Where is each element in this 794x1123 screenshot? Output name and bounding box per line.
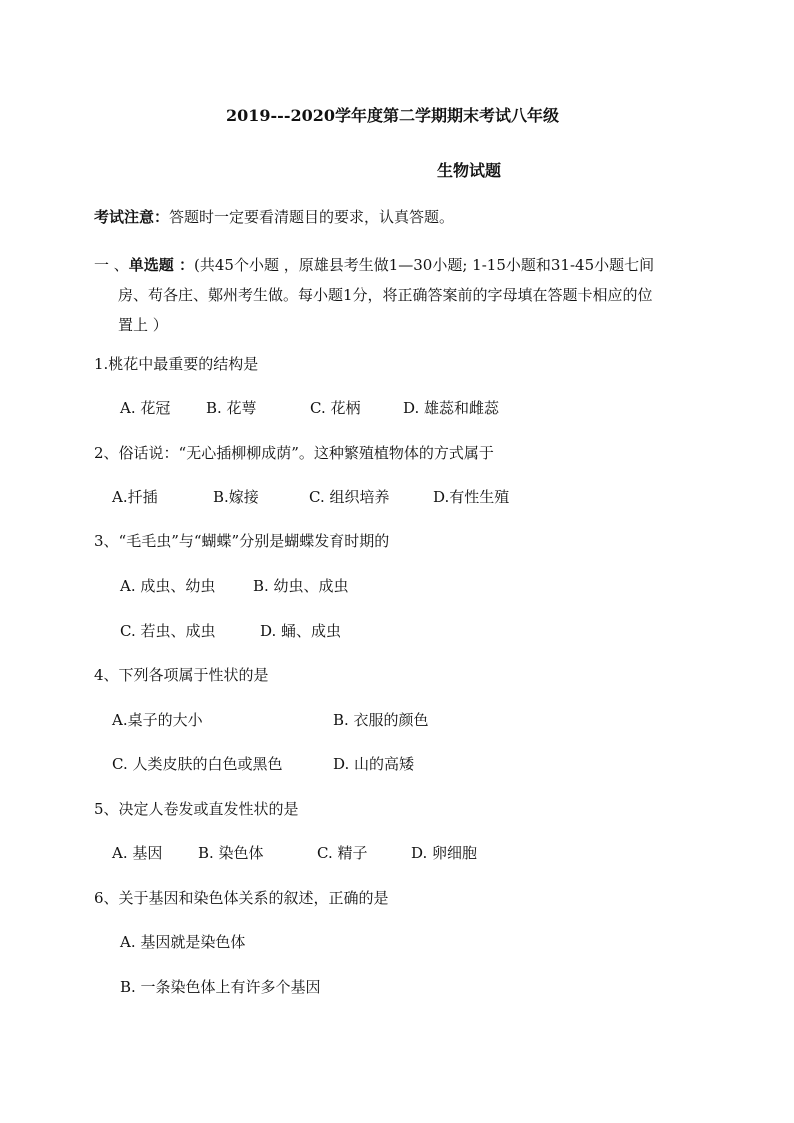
section-instructions-1: (共45个小题 ，原雄县考生做1—30小题; 1-15小题和31-45小题七间 (194, 256, 655, 274)
exam-notice (94, 210, 454, 225)
question-1-stem: 1.桃花中最重要的结构是 (94, 355, 259, 373)
exam-title: 2019---2020学年度第二学期期末考试八年级 (226, 106, 559, 125)
question-6-option-b: B. 一条染色体上有许多个基因 (120, 978, 321, 996)
question-3-option-c: C. 若虫、成虫 (120, 622, 216, 640)
question-2-option-d: D.有性生殖 (433, 488, 510, 506)
notice-text: 答题时一定要看清题目的要求，认真答题。 (169, 208, 455, 226)
section-single-choice (94, 250, 714, 340)
question-2-option-b: B.嫁接 (213, 488, 259, 506)
question-4-stem: 4、下列各项属于性状的是 (94, 666, 269, 684)
section-instructions-3: 置上 ） (118, 316, 168, 334)
question-1-option-c: C. 花柄 (310, 399, 361, 417)
question-2-option-a: A.扦插 (112, 488, 158, 506)
question-4-option-b: B. 衣服的颜色 (333, 711, 429, 729)
question-3-option-b: B. 幼虫、成虫 (253, 577, 349, 595)
question-6-option-a: A. 基因就是染色体 (120, 933, 246, 951)
question-5-stem: 5、决定人卷发或直发性状的是 (94, 800, 299, 818)
section-instructions-2: 房、苟各庄、鄚州考生做。每小题1分，将正确答案前的字母填在答题卡相应的位 (118, 286, 653, 304)
question-3-option-a: A. 成虫、幼虫 (120, 577, 216, 595)
question-2-option-c: C. 组织培养 (309, 488, 390, 506)
question-2-stem: 2、俗话说：“无心插柳柳成荫”。这种繁殖植物体的方式属于 (94, 444, 494, 462)
question-4-option-a: A.桌子的大小 (112, 711, 203, 729)
question-5-option-b: B. 染色体 (198, 844, 264, 862)
section-number: 一 、 (94, 256, 129, 274)
question-1-option-a: A. 花冠 (120, 399, 171, 417)
question-4-option-d: D. 山的高矮 (333, 755, 415, 773)
section-heading: 单选题 ： (128, 256, 195, 274)
question-4-option-c: C. 人类皮肤的白色或黑色 (112, 755, 283, 773)
question-3-stem: 3、“毛毛虫”与“蝴蝶”分别是蝴蝶发育时期的 (94, 532, 390, 550)
exam-subtitle: 生物试题 (437, 161, 502, 180)
question-5-option-d: D. 卵细胞 (411, 844, 478, 862)
question-3-option-d: D. 蛹、成虫 (260, 622, 342, 640)
question-5-option-c: C. 精子 (317, 844, 368, 862)
question-1-option-d: D. 雄蕊和雌蕊 (403, 399, 500, 417)
notice-label: 考试注意： (94, 208, 170, 226)
question-6-stem: 6、关于基因和染色体关系的叙述，正确的是 (94, 889, 389, 907)
question-5-option-a: A. 基因 (112, 844, 163, 862)
question-1-option-b: B. 花萼 (206, 399, 257, 417)
